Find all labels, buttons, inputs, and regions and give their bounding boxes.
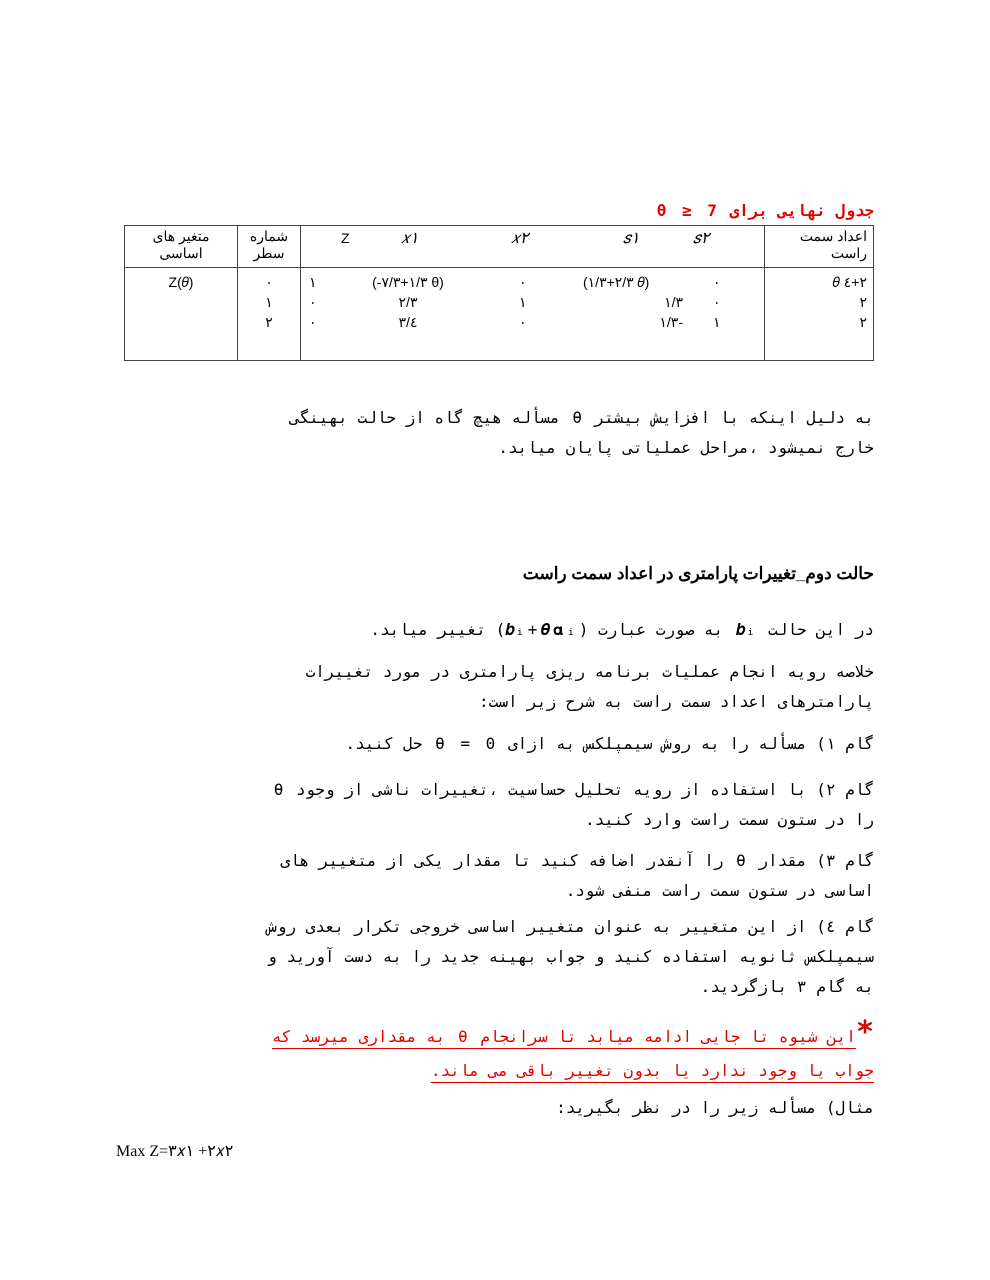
step-4-line1: گام ٤) از این متغییر به عنوان متغییر اساسی خروجی تکرار بعدی روش — [267, 917, 874, 936]
row-number-1: ۱ — [265, 294, 273, 310]
paragraph-procedure-line2: پارامترهای اعداد سمت راست به شرح زیر است: — [479, 692, 874, 711]
s1-column — [583, 272, 683, 332]
col-header-s1: 𝑠۱ — [623, 230, 640, 247]
objective-function: Max Z=۳𝑥۱ +۲𝑥۲ — [116, 1143, 234, 1160]
paragraph-termination-line2: خارج نمیشود ،مراحل عملیاتی پایان میابد. — [498, 438, 874, 457]
step-1: گام ۱) مسأله را به روش سیمپلکس به ازای θ = 0 حل کنید. — [345, 734, 874, 753]
basic-variable-cell: Z(𝜃) — [125, 268, 238, 361]
s1-row-1: ۱/۳ — [664, 294, 683, 310]
s2-row-1: ۰ — [713, 294, 721, 310]
row-number-2: ۲ — [265, 314, 273, 330]
col-header-s2: 𝑠۲ — [693, 230, 710, 247]
step-2-line2: را در ستون سمت راست وارد کنید. — [585, 810, 874, 829]
rhs-row-1: ۲ — [859, 294, 867, 310]
paragraph-termination-line1: به دلیل اینکه با افزایش بیشتر θ مسأله هیچ گاه از حالت بهینگی — [290, 408, 874, 427]
x1-row-2: ٤/۳ — [398, 314, 418, 330]
col-header-x1: 𝑥۱ — [401, 230, 419, 247]
step-2 — [114, 775, 874, 835]
row-numbers — [238, 268, 301, 361]
paragraph-rhs-form: در این حالت 𝒃ᵢ به صورت عبارت (𝒃ᵢ+𝜽𝛂ᵢ) تغییر میابد. — [370, 620, 874, 639]
step-3-line1: گام ۳) مقدار θ را آنقدر اضافه کنید تا مقدار یکی از متغییر های — [280, 851, 874, 870]
rhs-row-2: ۲ — [859, 314, 867, 330]
s1-row-0: (۱/۳+۲/۳ 𝜃) — [583, 274, 650, 290]
section-heading: حالت دوم_تغییرات پارامتری در اعداد سمت راست — [522, 564, 874, 583]
col-header-z: Z — [341, 230, 350, 246]
x2-row-1: ۱ — [519, 294, 527, 310]
s1-row-2: -۱/۳ — [659, 314, 683, 330]
final-simplex-table — [124, 225, 874, 361]
s2-column — [713, 272, 721, 332]
step-4-line3: به گام ۳ بازگردید. — [700, 977, 874, 996]
paragraph-procedure-summary — [114, 657, 874, 717]
step-2-line1: گام ۲) با استفاده از رویه تحلیل حساسیت ،تغییرات ناشی از وجود θ — [273, 780, 874, 799]
basic-vars-header: متغیر های اساسی — [125, 226, 238, 268]
col-header-x2: 𝑥۲ — [511, 230, 529, 247]
row-number-header: شماره سطر — [238, 226, 301, 268]
paragraph-procedure-line1: خلاصه رویه انجام عملیات برنامه ریزی پارامتری در مورد تغییرات — [305, 662, 874, 681]
paragraph-termination — [114, 403, 874, 463]
z-row-0: ۱ — [309, 274, 317, 290]
step-3-line2: اساسی در ستون سمت راست منفی شود. — [565, 881, 874, 900]
rhs-values — [765, 268, 874, 361]
rhs-header: اعداد سمت راست — [765, 226, 874, 268]
note-line1-text: این شیوه تا جایی ادامه میابد تا سرانجام θ به مقداری میرسد که — [271, 1027, 856, 1046]
columns-header — [301, 226, 765, 268]
step-4 — [114, 912, 874, 1002]
step-3 — [114, 846, 874, 906]
x1-row-1: ۲/۳ — [398, 294, 418, 310]
x2-row-2: ۰ — [519, 314, 527, 330]
x1-row-0: (-۷/۳+۱/۳ θ) — [372, 274, 444, 290]
x1-column — [353, 272, 463, 332]
row-number-0: ۰ — [265, 274, 273, 290]
note — [114, 1016, 874, 1088]
z-row-2: ۰ — [309, 314, 317, 330]
rhs-row-0: ۲+٤ 𝜃 — [832, 274, 867, 290]
note-star-icon: * — [855, 1015, 874, 1050]
table-title: جدول نهایی برای θ ≥ 7 — [656, 201, 874, 220]
z-column — [309, 272, 317, 332]
s2-row-2: ۱ — [713, 314, 721, 330]
note-line2-text: جواب یا وجود ندارد یا بدون تغییر باقی می ماند. — [430, 1061, 874, 1080]
note-line2 — [114, 1054, 874, 1088]
note-line1 — [114, 1016, 874, 1054]
x2-column — [519, 272, 527, 332]
z-row-1: ۰ — [309, 294, 317, 310]
coefficient-block — [301, 268, 765, 361]
example-intro: مثال) مسأله زیر را در نظر بگیرید: — [556, 1098, 874, 1117]
s2-row-0: ۰ — [713, 274, 721, 290]
x2-row-0: ۰ — [519, 274, 527, 290]
step-4-line2: سیمپلکس ثانویه استفاده کنید و جواب بهینه جدید را به دست آورید و — [267, 947, 874, 966]
